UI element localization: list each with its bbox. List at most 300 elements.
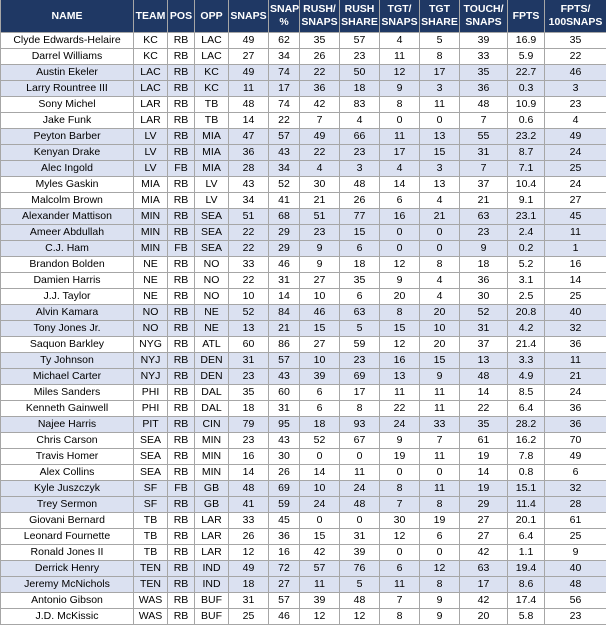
cell-fpts[interactable]: 17.4 xyxy=(508,593,545,609)
cell-rush-snaps[interactable]: 10 xyxy=(300,289,340,305)
cell-rush-share[interactable]: 23 xyxy=(340,145,380,161)
cell-touch-snaps[interactable]: 7 xyxy=(460,161,508,177)
cell-player-name[interactable]: Ameer Abdullah xyxy=(1,225,134,241)
cell-fpts-100snaps[interactable]: 25 xyxy=(545,161,606,177)
cell-fpts[interactable]: 6.4 xyxy=(508,401,545,417)
header-team[interactable]: TEAM xyxy=(134,0,168,33)
cell-touch-snaps[interactable]: 14 xyxy=(460,385,508,401)
cell-snaps[interactable]: 11 xyxy=(229,81,269,97)
cell-player-name[interactable]: Jake Funk xyxy=(1,113,134,129)
cell-tgt-share[interactable]: 13 xyxy=(420,177,460,193)
cell-opponent[interactable]: LAR xyxy=(195,529,229,545)
cell-position[interactable]: RB xyxy=(168,497,195,513)
cell-tgt-snaps[interactable]: 11 xyxy=(380,49,420,65)
cell-fpts[interactable]: 1.1 xyxy=(508,545,545,561)
cell-touch-snaps[interactable]: 39 xyxy=(460,33,508,49)
cell-position[interactable]: RB xyxy=(168,273,195,289)
cell-fpts-100snaps[interactable]: 3 xyxy=(545,81,606,97)
cell-snap-pct[interactable]: 29 xyxy=(269,241,300,257)
cell-touch-snaps[interactable]: 29 xyxy=(460,497,508,513)
cell-player-name[interactable]: Alvin Kamara xyxy=(1,305,134,321)
cell-player-name[interactable]: Michael Carter xyxy=(1,369,134,385)
cell-tgt-share[interactable]: 13 xyxy=(420,129,460,145)
cell-fpts[interactable]: 23.1 xyxy=(508,209,545,225)
cell-team[interactable]: WAS xyxy=(134,609,168,625)
cell-tgt-snaps[interactable]: 4 xyxy=(380,33,420,49)
cell-touch-snaps[interactable]: 27 xyxy=(460,513,508,529)
cell-rush-snaps[interactable]: 0 xyxy=(300,513,340,529)
cell-snaps[interactable]: 36 xyxy=(229,145,269,161)
cell-fpts[interactable]: 0.6 xyxy=(508,113,545,129)
cell-tgt-snaps[interactable]: 0 xyxy=(380,545,420,561)
cell-player-name[interactable]: Alexander Mattison xyxy=(1,209,134,225)
cell-fpts-100snaps[interactable]: 35 xyxy=(545,33,606,49)
cell-tgt-share[interactable]: 11 xyxy=(420,385,460,401)
cell-position[interactable]: RB xyxy=(168,225,195,241)
cell-opponent[interactable]: DEN xyxy=(195,369,229,385)
cell-fpts[interactable]: 2.4 xyxy=(508,225,545,241)
table-row[interactable] xyxy=(1,337,606,353)
cell-snap-pct[interactable]: 43 xyxy=(269,369,300,385)
cell-snap-pct[interactable]: 36 xyxy=(269,529,300,545)
cell-touch-snaps[interactable]: 36 xyxy=(460,273,508,289)
cell-fpts-100snaps[interactable]: 56 xyxy=(545,593,606,609)
cell-snaps[interactable]: 16 xyxy=(229,449,269,465)
cell-tgt-snaps[interactable]: 6 xyxy=(380,561,420,577)
cell-team[interactable]: NYG xyxy=(134,337,168,353)
cell-snaps[interactable]: 49 xyxy=(229,33,269,49)
cell-player-name[interactable]: J.J. Taylor xyxy=(1,289,134,305)
cell-fpts[interactable]: 10.4 xyxy=(508,177,545,193)
cell-touch-snaps[interactable]: 17 xyxy=(460,577,508,593)
cell-opponent[interactable]: TB xyxy=(195,97,229,113)
cell-player-name[interactable]: Myles Gaskin xyxy=(1,177,134,193)
cell-touch-snaps[interactable]: 27 xyxy=(460,529,508,545)
cell-fpts[interactable]: 7.1 xyxy=(508,161,545,177)
cell-tgt-snaps[interactable]: 0 xyxy=(380,465,420,481)
cell-snaps[interactable]: 49 xyxy=(229,561,269,577)
cell-team[interactable]: KC xyxy=(134,33,168,49)
cell-snap-pct[interactable]: 45 xyxy=(269,513,300,529)
cell-rush-share[interactable]: 57 xyxy=(340,33,380,49)
cell-position[interactable]: RB xyxy=(168,81,195,97)
cell-fpts-100snaps[interactable]: 24 xyxy=(545,177,606,193)
cell-team[interactable]: MIN xyxy=(134,209,168,225)
cell-tgt-snaps[interactable]: 12 xyxy=(380,65,420,81)
cell-snaps[interactable]: 23 xyxy=(229,433,269,449)
cell-rush-share[interactable]: 63 xyxy=(340,305,380,321)
cell-opponent[interactable]: MIN xyxy=(195,433,229,449)
cell-tgt-share[interactable]: 15 xyxy=(420,353,460,369)
table-row[interactable] xyxy=(1,513,606,529)
cell-snaps[interactable]: 33 xyxy=(229,513,269,529)
cell-player-name[interactable]: Kyle Juszczyk xyxy=(1,481,134,497)
table-row[interactable] xyxy=(1,113,606,129)
cell-tgt-snaps[interactable]: 16 xyxy=(380,353,420,369)
table-row[interactable] xyxy=(1,193,606,209)
table-row[interactable] xyxy=(1,241,606,257)
cell-tgt-share[interactable]: 4 xyxy=(420,193,460,209)
cell-snaps[interactable]: 48 xyxy=(229,97,269,113)
table-row[interactable] xyxy=(1,417,606,433)
cell-opponent[interactable]: DAL xyxy=(195,385,229,401)
cell-tgt-snaps[interactable]: 9 xyxy=(380,81,420,97)
cell-fpts[interactable]: 8.7 xyxy=(508,145,545,161)
cell-rush-snaps[interactable]: 11 xyxy=(300,577,340,593)
table-row[interactable] xyxy=(1,257,606,273)
cell-player-name[interactable]: Ty Johnson xyxy=(1,353,134,369)
cell-snaps[interactable]: 22 xyxy=(229,273,269,289)
cell-snaps[interactable]: 49 xyxy=(229,65,269,81)
cell-rush-snaps[interactable]: 35 xyxy=(300,33,340,49)
cell-position[interactable]: RB xyxy=(168,577,195,593)
cell-snaps[interactable]: 27 xyxy=(229,49,269,65)
cell-snaps[interactable]: 60 xyxy=(229,337,269,353)
cell-snaps[interactable]: 48 xyxy=(229,481,269,497)
cell-fpts-100snaps[interactable]: 32 xyxy=(545,321,606,337)
cell-rush-share[interactable]: 93 xyxy=(340,417,380,433)
cell-tgt-snaps[interactable]: 22 xyxy=(380,401,420,417)
cell-team[interactable]: NYJ xyxy=(134,369,168,385)
cell-opponent[interactable]: SEA xyxy=(195,225,229,241)
cell-rush-snaps[interactable]: 6 xyxy=(300,385,340,401)
table-row[interactable] xyxy=(1,465,606,481)
cell-fpts-100snaps[interactable]: 22 xyxy=(545,49,606,65)
cell-team[interactable]: LV xyxy=(134,161,168,177)
cell-team[interactable]: TB xyxy=(134,529,168,545)
cell-fpts[interactable]: 5.9 xyxy=(508,49,545,65)
cell-player-name[interactable]: Peyton Barber xyxy=(1,129,134,145)
cell-fpts-100snaps[interactable]: 6 xyxy=(545,465,606,481)
cell-snaps[interactable]: 43 xyxy=(229,177,269,193)
table-row[interactable] xyxy=(1,577,606,593)
table-row[interactable] xyxy=(1,401,606,417)
header-tgt-snaps[interactable]: TGT/ SNAPS xyxy=(380,0,420,33)
cell-snaps[interactable]: 41 xyxy=(229,497,269,513)
cell-snap-pct[interactable]: 34 xyxy=(269,49,300,65)
cell-player-name[interactable]: Chris Carson xyxy=(1,433,134,449)
cell-snap-pct[interactable]: 26 xyxy=(269,465,300,481)
cell-touch-snaps[interactable]: 7 xyxy=(460,113,508,129)
cell-rush-snaps[interactable]: 22 xyxy=(300,145,340,161)
table-row[interactable] xyxy=(1,65,606,81)
cell-tgt-share[interactable]: 9 xyxy=(420,609,460,625)
header-rush-share[interactable]: RUSH SHARE xyxy=(340,0,380,33)
cell-fpts-100snaps[interactable]: 11 xyxy=(545,353,606,369)
cell-position[interactable]: RB xyxy=(168,33,195,49)
cell-tgt-share[interactable]: 3 xyxy=(420,161,460,177)
cell-fpts-100snaps[interactable]: 1 xyxy=(545,241,606,257)
cell-opponent[interactable]: LAR xyxy=(195,513,229,529)
cell-fpts-100snaps[interactable]: 46 xyxy=(545,65,606,81)
cell-team[interactable]: SEA xyxy=(134,465,168,481)
cell-fpts-100snaps[interactable]: 23 xyxy=(545,609,606,625)
cell-position[interactable]: RB xyxy=(168,401,195,417)
cell-rush-snaps[interactable]: 0 xyxy=(300,449,340,465)
cell-fpts-100snaps[interactable]: 36 xyxy=(545,337,606,353)
table-row[interactable] xyxy=(1,49,606,65)
cell-opponent[interactable]: NO xyxy=(195,289,229,305)
cell-snap-pct[interactable]: 57 xyxy=(269,593,300,609)
cell-touch-snaps[interactable]: 37 xyxy=(460,177,508,193)
cell-player-name[interactable]: Travis Homer xyxy=(1,449,134,465)
cell-fpts-100snaps[interactable]: 21 xyxy=(545,369,606,385)
cell-rush-snaps[interactable]: 42 xyxy=(300,545,340,561)
cell-rush-share[interactable]: 5 xyxy=(340,577,380,593)
table-row[interactable] xyxy=(1,369,606,385)
cell-touch-snaps[interactable]: 48 xyxy=(460,97,508,113)
cell-tgt-share[interactable]: 21 xyxy=(420,209,460,225)
header-fpts[interactable]: FPTS xyxy=(508,0,545,33)
cell-rush-share[interactable]: 5 xyxy=(340,321,380,337)
cell-player-name[interactable]: Austin Ekeler xyxy=(1,65,134,81)
cell-tgt-share[interactable]: 11 xyxy=(420,449,460,465)
cell-tgt-share[interactable]: 11 xyxy=(420,481,460,497)
cell-rush-snaps[interactable]: 39 xyxy=(300,593,340,609)
cell-tgt-share[interactable]: 8 xyxy=(420,497,460,513)
table-row[interactable] xyxy=(1,145,606,161)
cell-fpts-100snaps[interactable]: 61 xyxy=(545,513,606,529)
header-rush-snaps[interactable]: RUSH/ SNAPS xyxy=(300,0,340,33)
cell-position[interactable]: RB xyxy=(168,337,195,353)
cell-position[interactable]: RB xyxy=(168,209,195,225)
cell-rush-share[interactable]: 4 xyxy=(340,113,380,129)
cell-tgt-share[interactable]: 17 xyxy=(420,65,460,81)
cell-rush-share[interactable]: 69 xyxy=(340,369,380,385)
cell-rush-snaps[interactable]: 49 xyxy=(300,129,340,145)
cell-fpts-100snaps[interactable]: 48 xyxy=(545,577,606,593)
cell-opponent[interactable]: LAR xyxy=(195,545,229,561)
cell-player-name[interactable]: Alec Ingold xyxy=(1,161,134,177)
cell-snaps[interactable]: 23 xyxy=(229,369,269,385)
cell-rush-share[interactable]: 67 xyxy=(340,433,380,449)
cell-tgt-share[interactable]: 0 xyxy=(420,225,460,241)
header-fpts-100snaps[interactable]: FPTS/ 100SNAPS xyxy=(545,0,606,33)
cell-snap-pct[interactable]: 74 xyxy=(269,65,300,81)
cell-touch-snaps[interactable]: 61 xyxy=(460,433,508,449)
cell-position[interactable]: FB xyxy=(168,241,195,257)
cell-fpts[interactable]: 7.8 xyxy=(508,449,545,465)
cell-touch-snaps[interactable]: 33 xyxy=(460,49,508,65)
cell-team[interactable]: NE xyxy=(134,273,168,289)
header-pos[interactable]: POS xyxy=(168,0,195,33)
cell-snaps[interactable]: 25 xyxy=(229,609,269,625)
cell-fpts-100snaps[interactable]: 27 xyxy=(545,193,606,209)
cell-position[interactable]: RB xyxy=(168,529,195,545)
cell-snap-pct[interactable]: 43 xyxy=(269,433,300,449)
cell-snaps[interactable]: 52 xyxy=(229,305,269,321)
cell-snap-pct[interactable]: 69 xyxy=(269,481,300,497)
cell-touch-snaps[interactable]: 22 xyxy=(460,401,508,417)
table-row[interactable] xyxy=(1,529,606,545)
cell-position[interactable]: RB xyxy=(168,177,195,193)
cell-tgt-snaps[interactable]: 6 xyxy=(380,193,420,209)
cell-touch-snaps[interactable]: 63 xyxy=(460,561,508,577)
cell-team[interactable]: NE xyxy=(134,257,168,273)
cell-tgt-share[interactable]: 8 xyxy=(420,49,460,65)
cell-rush-share[interactable]: 15 xyxy=(340,225,380,241)
cell-touch-snaps[interactable]: 13 xyxy=(460,353,508,369)
cell-tgt-snaps[interactable]: 8 xyxy=(380,609,420,625)
cell-touch-snaps[interactable]: 36 xyxy=(460,81,508,97)
cell-player-name[interactable]: Trey Sermon xyxy=(1,497,134,513)
cell-snap-pct[interactable]: 68 xyxy=(269,209,300,225)
cell-tgt-share[interactable]: 8 xyxy=(420,577,460,593)
table-row[interactable] xyxy=(1,305,606,321)
table-row[interactable] xyxy=(1,433,606,449)
cell-fpts-100snaps[interactable]: 23 xyxy=(545,97,606,113)
cell-rush-share[interactable]: 0 xyxy=(340,449,380,465)
cell-snap-pct[interactable]: 46 xyxy=(269,609,300,625)
cell-player-name[interactable]: Jeremy McNichols xyxy=(1,577,134,593)
cell-rush-snaps[interactable]: 51 xyxy=(300,209,340,225)
cell-tgt-share[interactable]: 4 xyxy=(420,273,460,289)
cell-rush-snaps[interactable]: 18 xyxy=(300,417,340,433)
cell-rush-snaps[interactable]: 7 xyxy=(300,113,340,129)
cell-position[interactable]: RB xyxy=(168,465,195,481)
cell-snap-pct[interactable]: 41 xyxy=(269,193,300,209)
table-row[interactable] xyxy=(1,609,606,625)
cell-rush-snaps[interactable]: 52 xyxy=(300,433,340,449)
cell-tgt-snaps[interactable]: 19 xyxy=(380,449,420,465)
cell-fpts[interactable]: 16.2 xyxy=(508,433,545,449)
cell-rush-share[interactable]: 83 xyxy=(340,97,380,113)
cell-rush-snaps[interactable]: 12 xyxy=(300,609,340,625)
cell-rush-share[interactable]: 48 xyxy=(340,497,380,513)
cell-tgt-snaps[interactable]: 0 xyxy=(380,225,420,241)
cell-touch-snaps[interactable]: 37 xyxy=(460,337,508,353)
cell-player-name[interactable]: Ronald Jones II xyxy=(1,545,134,561)
cell-opponent[interactable]: NO xyxy=(195,273,229,289)
cell-tgt-share[interactable]: 15 xyxy=(420,145,460,161)
cell-team[interactable]: NO xyxy=(134,321,168,337)
cell-tgt-snaps[interactable]: 7 xyxy=(380,593,420,609)
cell-snaps[interactable]: 33 xyxy=(229,257,269,273)
cell-player-name[interactable]: Malcolm Brown xyxy=(1,193,134,209)
table-row[interactable] xyxy=(1,289,606,305)
cell-opponent[interactable]: LAC xyxy=(195,49,229,65)
table-row[interactable] xyxy=(1,225,606,241)
cell-snaps[interactable]: 22 xyxy=(229,225,269,241)
cell-fpts-100snaps[interactable]: 11 xyxy=(545,225,606,241)
cell-tgt-share[interactable]: 20 xyxy=(420,305,460,321)
cell-position[interactable]: FB xyxy=(168,161,195,177)
cell-snaps[interactable]: 18 xyxy=(229,577,269,593)
cell-fpts[interactable]: 6.4 xyxy=(508,529,545,545)
cell-rush-snaps[interactable]: 23 xyxy=(300,225,340,241)
cell-player-name[interactable]: Brandon Bolden xyxy=(1,257,134,273)
cell-rush-share[interactable]: 17 xyxy=(340,385,380,401)
cell-fpts-100snaps[interactable]: 32 xyxy=(545,481,606,497)
cell-team[interactable]: NYJ xyxy=(134,353,168,369)
cell-tgt-share[interactable]: 11 xyxy=(420,97,460,113)
cell-team[interactable]: SEA xyxy=(134,433,168,449)
cell-fpts[interactable]: 10.9 xyxy=(508,97,545,113)
table-row[interactable] xyxy=(1,161,606,177)
cell-team[interactable]: LAC xyxy=(134,65,168,81)
cell-opponent[interactable]: MIN xyxy=(195,465,229,481)
cell-touch-snaps[interactable]: 35 xyxy=(460,65,508,81)
table-row[interactable] xyxy=(1,353,606,369)
cell-snaps[interactable]: 12 xyxy=(229,545,269,561)
cell-touch-snaps[interactable]: 42 xyxy=(460,593,508,609)
cell-fpts[interactable]: 0.3 xyxy=(508,81,545,97)
cell-opponent[interactable]: DAL xyxy=(195,401,229,417)
cell-touch-snaps[interactable]: 31 xyxy=(460,145,508,161)
cell-opponent[interactable]: LV xyxy=(195,177,229,193)
cell-fpts[interactable]: 28.2 xyxy=(508,417,545,433)
cell-team[interactable]: SF xyxy=(134,497,168,513)
cell-rush-snaps[interactable]: 27 xyxy=(300,273,340,289)
table-row[interactable] xyxy=(1,97,606,113)
cell-opponent[interactable]: IND xyxy=(195,561,229,577)
cell-tgt-share[interactable]: 33 xyxy=(420,417,460,433)
cell-player-name[interactable]: Larry Rountree III xyxy=(1,81,134,97)
cell-fpts[interactable]: 8.6 xyxy=(508,577,545,593)
cell-rush-share[interactable]: 26 xyxy=(340,193,380,209)
cell-fpts[interactable]: 5.2 xyxy=(508,257,545,273)
cell-player-name[interactable]: Clyde Edwards-Helaire xyxy=(1,33,134,49)
cell-opponent[interactable]: NO xyxy=(195,257,229,273)
cell-fpts-100snaps[interactable]: 9 xyxy=(545,545,606,561)
cell-fpts-100snaps[interactable]: 24 xyxy=(545,145,606,161)
cell-fpts[interactable]: 2.5 xyxy=(508,289,545,305)
cell-tgt-share[interactable]: 8 xyxy=(420,257,460,273)
cell-touch-snaps[interactable]: 21 xyxy=(460,193,508,209)
cell-opponent[interactable]: KC xyxy=(195,81,229,97)
cell-snap-pct[interactable]: 22 xyxy=(269,113,300,129)
cell-position[interactable]: RB xyxy=(168,257,195,273)
cell-rush-share[interactable]: 8 xyxy=(340,401,380,417)
cell-team[interactable]: LAR xyxy=(134,97,168,113)
cell-rush-snaps[interactable]: 15 xyxy=(300,529,340,545)
cell-team[interactable]: SF xyxy=(134,481,168,497)
table-row[interactable] xyxy=(1,561,606,577)
table-row[interactable] xyxy=(1,33,606,49)
cell-team[interactable]: NE xyxy=(134,289,168,305)
table-row[interactable] xyxy=(1,273,606,289)
cell-player-name[interactable]: Sony Michel xyxy=(1,97,134,113)
cell-player-name[interactable]: Leonard Fournette xyxy=(1,529,134,545)
cell-tgt-share[interactable]: 6 xyxy=(420,529,460,545)
table-row[interactable] xyxy=(1,177,606,193)
cell-snaps[interactable]: 31 xyxy=(229,593,269,609)
cell-position[interactable]: RB xyxy=(168,145,195,161)
cell-tgt-snaps[interactable]: 0 xyxy=(380,241,420,257)
cell-opponent[interactable]: KC xyxy=(195,65,229,81)
cell-opponent[interactable]: MIA xyxy=(195,129,229,145)
cell-fpts-100snaps[interactable]: 4 xyxy=(545,113,606,129)
cell-snaps[interactable]: 14 xyxy=(229,465,269,481)
cell-snaps[interactable]: 22 xyxy=(229,241,269,257)
table-row[interactable] xyxy=(1,321,606,337)
cell-rush-snaps[interactable]: 10 xyxy=(300,481,340,497)
header-snap-pct[interactable]: SNAP % xyxy=(269,0,300,33)
cell-tgt-share[interactable]: 0 xyxy=(420,465,460,481)
cell-fpts-100snaps[interactable]: 45 xyxy=(545,209,606,225)
header-touch-snaps[interactable]: TOUCH/ SNAPS xyxy=(460,0,508,33)
cell-touch-snaps[interactable]: 48 xyxy=(460,369,508,385)
table-row[interactable] xyxy=(1,545,606,561)
cell-touch-snaps[interactable]: 31 xyxy=(460,321,508,337)
cell-rush-snaps[interactable]: 27 xyxy=(300,337,340,353)
cell-snap-pct[interactable]: 72 xyxy=(269,561,300,577)
cell-team[interactable]: PHI xyxy=(134,401,168,417)
cell-team[interactable]: TB xyxy=(134,545,168,561)
cell-rush-snaps[interactable]: 21 xyxy=(300,193,340,209)
cell-player-name[interactable]: Damien Harris xyxy=(1,273,134,289)
cell-tgt-snaps[interactable]: 13 xyxy=(380,369,420,385)
